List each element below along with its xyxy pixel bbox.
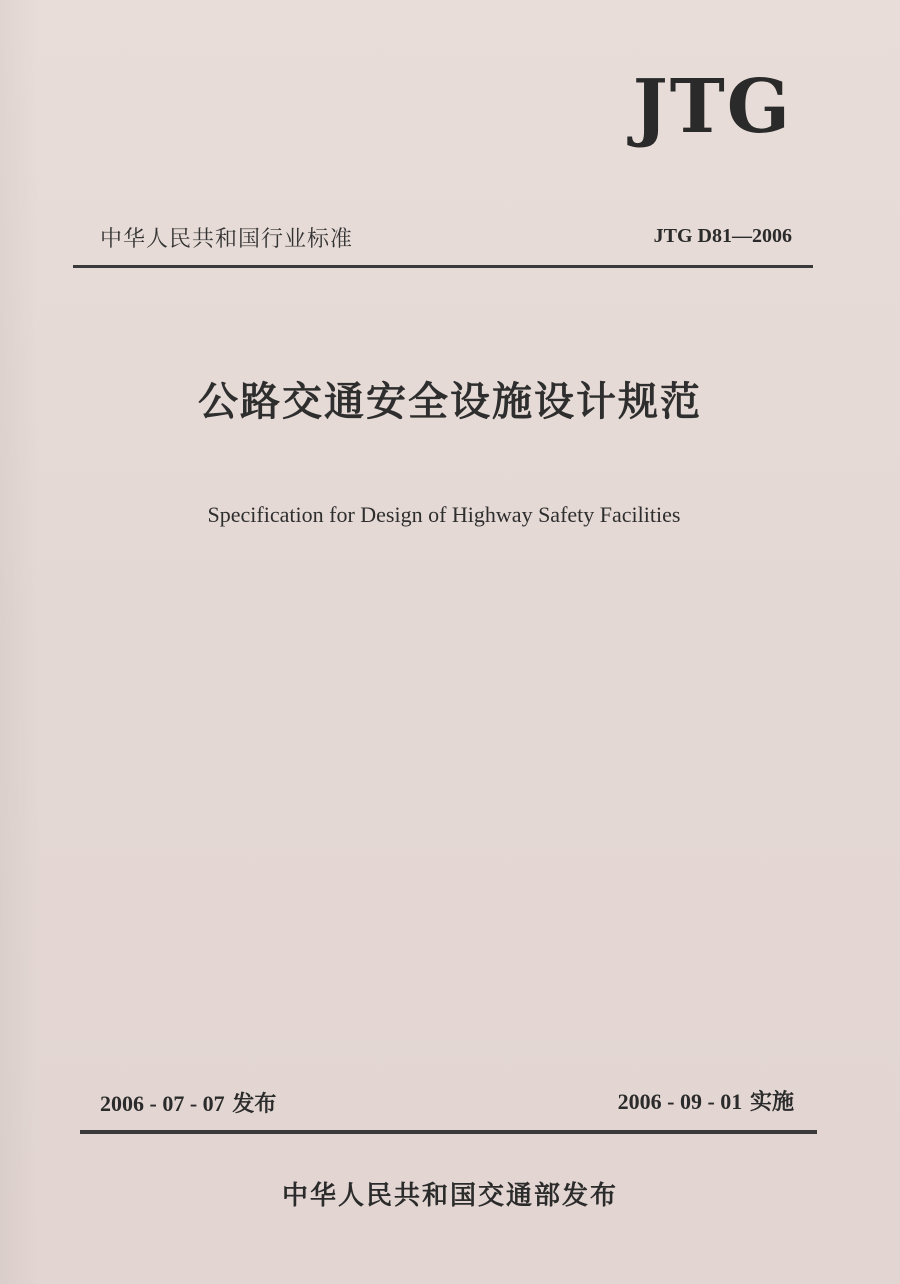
header-divider (73, 265, 813, 268)
title-english: Specification for Design of Highway Safety Facilities (207, 502, 681, 527)
issue-date-block (100, 1087, 276, 1118)
standard-code: JTG D81—2006 (653, 225, 792, 247)
standard-category: 中华人民共和国行业标准 (100, 227, 354, 252)
issue-label: 发布 (232, 1092, 277, 1117)
effective-date-block (618, 1085, 794, 1116)
jtg-logo: JTG (632, 64, 792, 150)
effective-date: 2006 - 09 - 01 (617, 1089, 743, 1114)
issue-date: 2006 - 07 - 07 (100, 1091, 225, 1116)
publisher: 中华人民共和国交通部发布 (281, 1181, 618, 1211)
title-chinese: 公路交通安全设施设计规范 (198, 379, 702, 425)
effective-label: 实施 (749, 1090, 794, 1115)
footer-divider (80, 1130, 817, 1134)
